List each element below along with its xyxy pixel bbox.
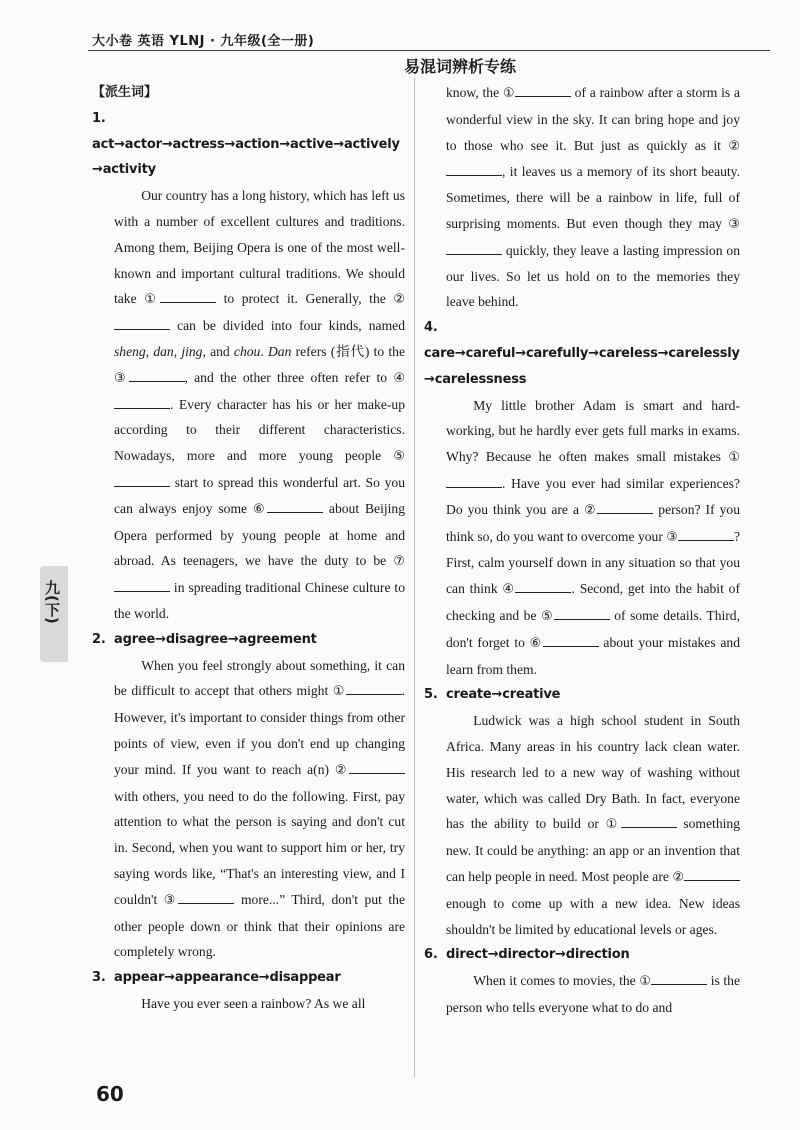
passage-3-start: Have you ever seen a rainbow? As we all [141,995,366,1011]
exercise-heading-5 [424,682,740,708]
exercise-heading-1-cont: →activity [92,162,156,178]
passage-text: more...” Third, don't put the other people down or think that their opinions are completely wrong. [114,891,406,960]
word-chain: direct→director→direction [446,947,630,963]
blank-number: ⑥ [252,501,268,517]
exercise-heading-2 [92,627,405,653]
blank-number: ① [332,684,346,700]
exercise-heading-6 [424,942,740,968]
answer-blank[interactable] [346,680,402,695]
passage-text: can be divided into four kinds, named [170,318,405,334]
passage-text: , [145,343,154,359]
passage-text: person? If you think so, do you want to overcome your [446,501,740,544]
passage-text: ? First, calm yourself down in any situation so that you can think [446,528,741,597]
passage-text: Dan [267,343,292,359]
blank-number: ③ [163,892,179,908]
answer-blank[interactable] [446,161,502,176]
answer-blank[interactable] [114,577,170,592]
blank-number: ① [728,450,740,466]
column-divider [414,78,415,1078]
passage-text: start to spread this wonderful art. So you can always enjoy some [114,474,405,516]
blank-number: ① [144,292,161,308]
passage-text: When you feel strongly about something, it can be difficult to accept that others might [114,657,405,699]
passage-text: with others, you need to do the following. First, pay attention to what the person is saying and don't cut in. Second, when you want to support him or her, try saying words like, “That's an interesting view, and I couldn't [114,788,405,907]
answer-blank[interactable] [446,240,502,255]
passage-text: , and [202,343,234,359]
passage-text: jing [181,343,203,359]
page-title-text: 易混词辨析专练 [403,57,516,76]
passage-text: to protect it. Generally, the [216,291,394,307]
blank-number: ② [728,138,740,154]
exercise-number: 6. [424,947,438,963]
passage-text: of some details. Third, don't forget to [446,607,740,650]
exercise-heading-3 [92,965,405,991]
exercise-number: 2. [92,631,106,647]
blank-number: ③ [728,216,740,232]
answer-blank[interactable] [446,473,502,488]
right-column [424,80,740,1021]
passage-4 [424,393,740,683]
blank-number: ④ [393,370,405,386]
answer-blank[interactable] [515,578,571,593]
answer-blank[interactable] [515,82,571,97]
passage-text: . However, it's important to consider things from other points of view, even if you don't end up changing your mind. If you want to reach a(n) [114,683,405,777]
exercise-number: 4. [424,320,438,336]
page-title [0,54,800,77]
exercise-heading-4 [424,315,740,367]
passage-text: about your mistakes and learn from them. [446,634,740,677]
passage-text: quickly, they leave a lasting impression on our lives. So let us hold on to the memories they leave behind. [446,242,740,310]
passage-text: about Beijing Opera performed by young people at home and abroad. As teenagers, we have the duty to be [114,500,406,569]
passage-text: sheng [114,343,146,359]
passage-text: chou [233,343,261,359]
answer-blank[interactable] [621,813,677,828]
answer-blank[interactable] [114,472,170,487]
answer-blank[interactable] [114,315,170,330]
passage-text: enough to come up with a new idea. New ideas shouldn't be limited by educational levels or ages. [446,895,740,937]
word-chain: act→actor→actress→action→active→actively [92,136,400,152]
passage-text: refers (指代) to the [291,343,405,359]
blank-number: ⑦ [393,554,405,570]
passage-text: something new. It could be anything: an app or an invention that can help people in need. Most people are [446,816,740,884]
answer-blank[interactable] [114,394,170,409]
blank-number: ② [584,502,598,518]
answer-blank[interactable] [543,632,599,647]
answer-blank[interactable] [160,288,216,303]
answer-blank[interactable] [554,605,610,620]
blank-number: ③ [666,529,678,545]
passage-text: know, the [446,85,503,100]
passage-3-cont [424,80,740,315]
blank-number: ② [334,762,350,778]
exercise-number: 5. [424,687,438,703]
passage-text: is the person who tells everyone what to do and [446,973,740,1015]
blank-number: ⑤ [393,449,405,465]
word-chain: appear→appearance→disappear [114,970,341,986]
passage-text: , it leaves us a memory of its short beauty. Sometimes, there will be a rainbow in life, full of surprising moments. But even though they may [446,164,740,231]
passage-text: Our country has a long history, which has left us with a number of excellent cultures and traditions. Among them, Beijing Opera is one of the most well-known and important cultural traditions. We should take [114,188,405,307]
word-chain: create→creative [446,687,561,703]
passage-text: of a rainbow after a storm is a wonderful view in the sky. It can bring hope and joy to those who see it. But just as quickly as it [446,85,740,153]
passage-6 [424,968,740,1021]
blank-number: ② [672,869,684,885]
section-tag: 【派生词】 [92,85,158,100]
answer-blank[interactable] [597,499,653,514]
passage-text: . Second, get into the habit of checking and be [446,581,740,623]
answer-blank[interactable] [129,367,185,382]
exercise-heading-4-cont: →carelessness [424,371,527,387]
blank-number: ④ [502,582,516,598]
passage-text: . [260,343,268,359]
passage-text: in spreading traditional Chinese culture to the world. [114,580,405,621]
passage-text: My little brother Adam is smart and hard-working, but he hardly ever gets full marks in exams. Why? Because he often makes small mistakes [446,397,740,465]
blank-number: ③ [114,370,129,386]
answer-blank[interactable] [349,759,405,774]
page-number: 60 [96,1082,124,1106]
blank-number: ② [393,292,405,308]
passage-text: . Every character has his or her make-up according to their different characteristics. Nowadays, more and more young people [114,396,405,464]
header-rule [88,50,770,51]
side-tab-label: 九(下) [43,580,61,624]
blank-number: ⑥ [529,635,543,651]
blank-number: ① [605,817,621,833]
passage-text: When it comes to movies, the [473,973,640,989]
passage-text: Ludwick was a high school student in South Africa. Many areas in his country lack clean water. His research led to a new way of washing without water, which was called Dry Bath. In fact, everyone has the ability to build or [446,713,740,832]
passage-text: . Have you ever had similar experiences? Do you think you are a [446,475,740,517]
answer-blank[interactable] [651,970,707,985]
book-header: 大小卷 英语 YLNJ · 九年级(全一册) [92,34,315,49]
passage-text: dan [153,343,174,359]
answer-blank[interactable] [684,866,740,881]
blank-number: ⑤ [541,608,554,624]
blank-number: ① [639,974,652,990]
passage-2 [92,653,405,966]
passage-text: , and the other three often refer to [184,369,394,385]
passage-5 [424,708,740,942]
passage-1 [92,183,405,627]
exercise-heading-1 [92,106,405,158]
answer-blank[interactable] [678,526,734,541]
passage-text: , [173,343,182,359]
answer-blank[interactable] [178,889,234,904]
left-column [92,80,405,1017]
exercise-number: 1. [92,110,106,126]
blank-number: ① [502,86,515,101]
answer-blank[interactable] [267,498,323,513]
exercise-number: 3. [92,970,106,986]
word-chain: agree→disagree→agreement [114,631,317,647]
word-chain: care→careful→carefully→careless→carelessly [424,345,740,361]
